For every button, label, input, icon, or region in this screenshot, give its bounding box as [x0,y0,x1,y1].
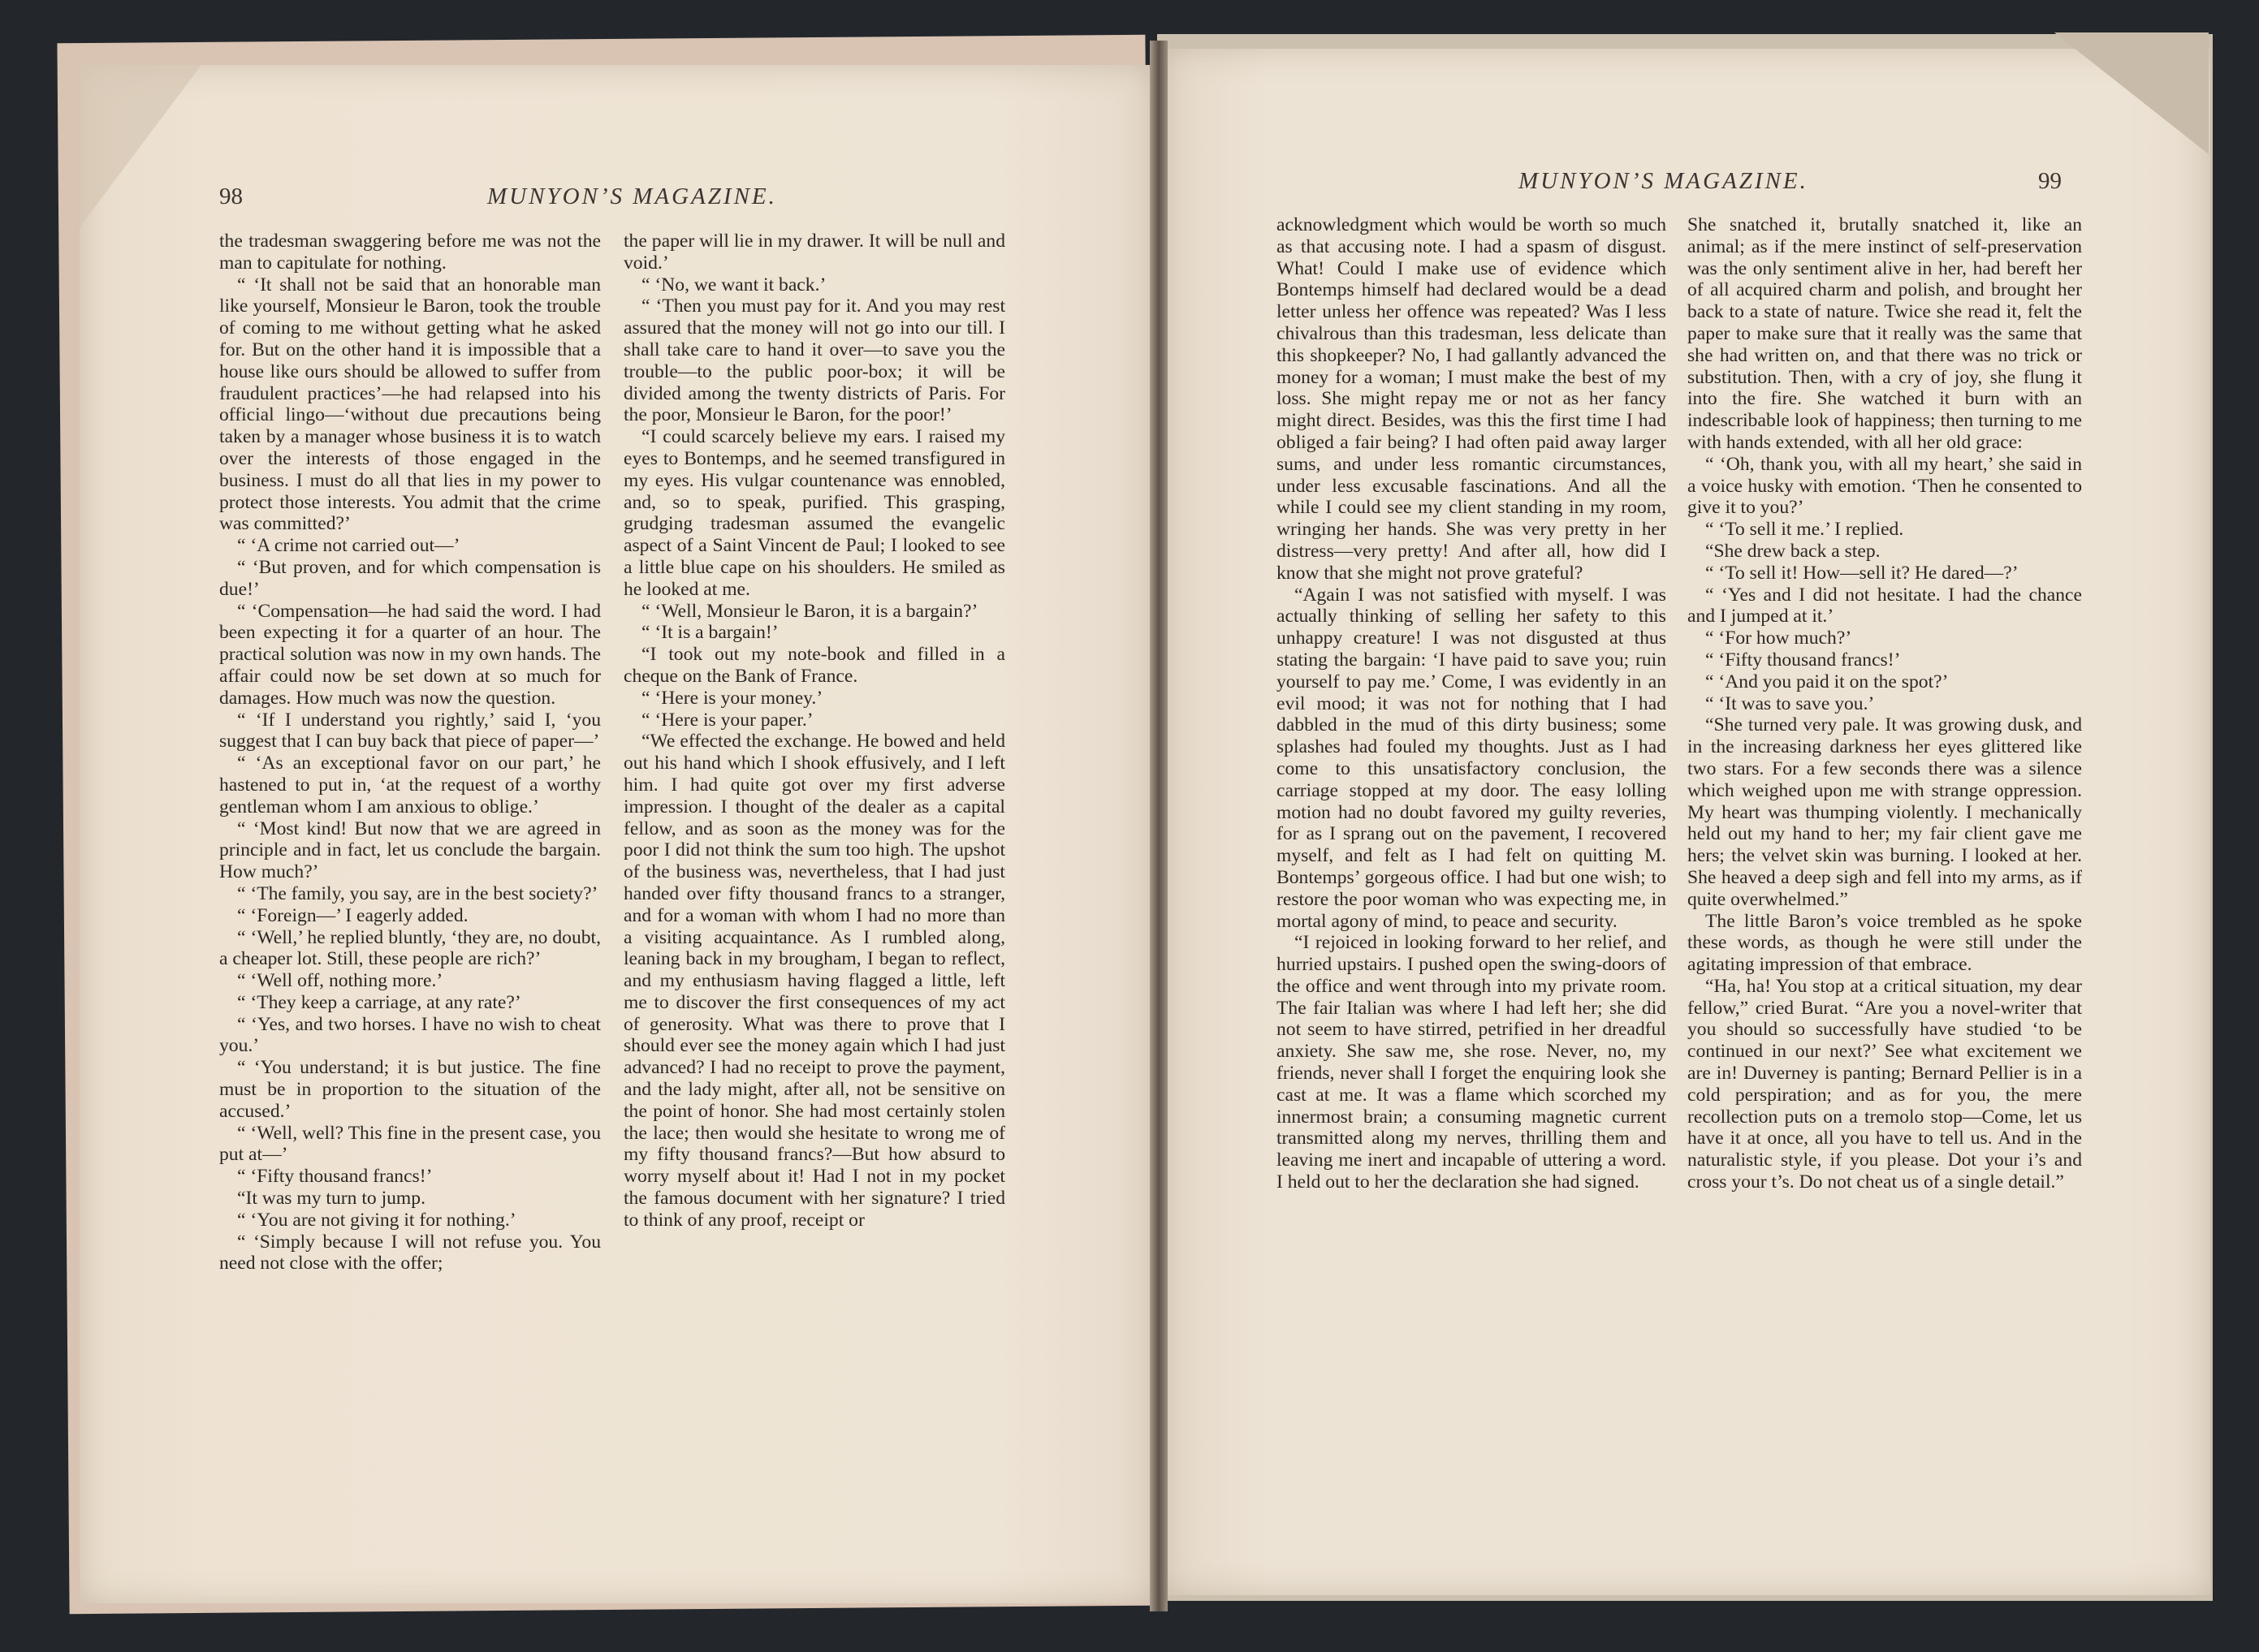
paragraph: “ ‘A crime not carried out—’ [237,535,460,557]
paragraph: “ ‘Most kind! But now that we are agreed in principle and in fact, let us conclude the bargain. How much?’ [219,817,601,883]
paragraph: “ ‘Well,’ he replied bluntly, ‘they are, no doubt, a cheaper lot. Still, these people are rich?’ [219,926,601,970]
paragraph: “ ‘Foreign—’ I eagerly added. [237,904,469,926]
paragraph: “ ‘But proven, and for which compensation is due!’ [219,556,601,600]
right-page-header [1518,165,2103,197]
paragraph: “ ‘Fifty thousand francs!’ [1705,649,1901,671]
paragraph: “ ‘To sell it! How—sell it? He dared—?’ [1705,562,2019,584]
paragraph: “ ‘And you paid it on the spot?’ [1705,671,1949,692]
right-corner-fold [2054,32,2209,154]
paragraph: “ ‘Yes, and two horses. I have no wish to cheat you.’ [219,1013,601,1057]
paragraph: the tradesman swaggering before me was not the man to capitulate for nothing. [219,231,601,274]
paragraph: “I rejoiced in looking forward to her relief, and hurried upstairs. I pushed open the swing-doors of the office and went through into my private room. The fair Italian was where I had left her; she did not seem to have stirred, petrified in her dreadful anxiety. She saw me, she rose. Never, no, my friends, never shall I forget the enquiring look she cast at me. It was a flame which scorched my innermost brain; a consuming magnetic current transmitted along my nerves, thrilling them and leaving me inert and incapable of uttering a word. I held out to her the declaration she had signed. [1276,932,1666,1193]
paragraph: “ ‘Then you must pay for it. And you may rest assured that the money will not go into our till. I shall take care to hand it over—to save you the trouble—to the public poor-box; it will be divided among the twenty districts of Paris. For the poor, Monsieur le Baron, for the poor!’ [624,295,1005,426]
paragraph: “ ‘If I understand you rightly,’ said I, ‘you suggest that I can buy back that piece of paper—’ [219,709,601,753]
paragraph: “Ha, ha! You stop at a critical situation, my dear fellow,” cried Burat. “Are you a novel-writer that you should so successfully have studied ‘to be continued in our next?’ See what excitement we are in! Duverney is panting; Bernard Pellier is in a cold perspiration; and as for you, the mere recollection puts on a tremolo stop—Come, let us have it at once, all you have to tell us. And in the naturalistic style, if you please. Dot your i’s and cross your t’s. Do not cheat us of a single detail.” [1687,975,2082,1193]
paragraph: “ ‘Well, Monsieur le Baron, it is a bargain?’ [641,600,978,622]
paragraph: “ ‘Compensation—he had said the word. I had been expecting it for a quarter of an hour. The practical solution was now in my own hands. The affair could now be set down at so much for damages. How much was now the question. [219,600,601,709]
page-number: 98 [219,183,243,209]
paragraph: “ ‘It was to save you.’ [1705,692,1875,714]
paragraph: “ ‘For how much?’ [1705,628,1852,649]
paragraph: “ ‘The family, you say, are in the best society?’ [237,882,598,904]
paragraph: The little Baron’s voice trembled as he spoke these words, as though he were still under the agitating impression of that embrace. [1687,910,2082,976]
paragraph: “ ‘It is a bargain!’ [641,622,779,644]
paragraph: “ ‘You understand; it is but justice. The fine must be in proportion to the situation of the accused.’ [219,1057,601,1122]
left-corner-fold [80,65,201,227]
running-title: MUNYON’S MAGAZINE. [1518,168,1808,194]
paragraph: “ ‘It shall not be said that an honorable man like yourself, Monsieur le Baron, took the trouble of coming to me without getting what he asked for. But on the other hand it is impossible that a house like ours should be allowed to suffer from fraudulent practices’—he had relapsed into his official lingo—‘without due precautions being taken by a manager whose business it is to watch over the interests of those engaged in the business. I must do all that lies in my power to protect those interests. You admit that the crime was committed?’ [219,274,601,535]
left-page-column-2 [624,231,1005,1521]
paragraph: “ ‘As an exceptional favor on our part,’ he hastened to put in, ‘at the request of a worthy gentleman whom I am anxious to oblige.’ [219,753,601,817]
paragraph: “She drew back a step. [1705,540,1881,562]
paragraph: the paper will lie in my drawer. It will be null and void.’ [624,231,1005,274]
paragraph: “I could scarcely believe my ears. I raised my eyes to Bontemps, and he seemed transfigured in my eyes. His vulgar countenance was ennobled, and, so to speak, purified. This grasping, grudging tradesman assumed the evangelic aspect of a Saint Vincent de Paul; I looked to see a little blue cape on his shoulders. He smiled as he looked at me. [624,426,1005,600]
paragraph: “Again I was not satisfied with myself. I was actually thinking of selling her safety to this unhappy creature! I was not disgusted at thus stating the bargain: ‘I have paid to save you; ruin yourself to pay me.’ Come, I was evidently in an evil mood; it was not for nothing that I had dabbled in the mud of this dirty business; some splashes had fouled my thoughts. Just as I had come to this unsatisfactory conclusion, the carriage stopped at my door. The easy lolling motion had no doubt favored my guilty reveries, for as I sprang out on the pavement, I recovered myself, and felt as I had felt on quitting M. Bontemps’ gorgeous office. I had but one wish; to restore the poor woman who was expecting me, in mortal agony of mind, to peace and security. [1276,584,1666,932]
paragraph: “ ‘Here is your money.’ [641,687,823,709]
paragraph: She snatched it, brutally snatched it, like an animal; as if the mere instinct of self-preservation was the only sentiment alive in her, had bereft her of all acquired charm and polish, and brought her back to a state of nature. Twice she read it, felt the paper to make sure that it really was the same that she had written on, and that there was no trick or substitution. Then, with a cry of joy, she flung it into the fire. She watched it burn with an indescribable look of happiness; then turning to me with hands extended, with all her old grace: [1687,214,2082,453]
paragraph: “We effected the exchange. He bowed and held out his hand which I shook effusively, and I left him. I had quite got over my first adverse impression. I thought of the dealer as a capital fellow, and as soon as the money was for the poor I did not think the sum too high. The upshot of the business was, nevertheless, that I had just handed over fifty thousand francs to a stranger, and for a woman with whom I had no more than a visiting acquaintance. As I rumbled along, leaning back in my brougham, I began to reflect, and my enthusiasm having flagged a little, left me to discover the first consequences of my act of generosity. What was there to prove that I should ever see the money again which I had just advanced? I had no receipt to prove the payment, and the lady might, after all, not be sensitive on the point of honor. She had most certainly stolen the lace; then would she hesitate to wrong me of my fifty thousand francs?—But how absurd to worry myself about it! Had I not in my pocket the famous document with her signature? I tried to think of any proof, receipt or [624,731,1005,1231]
right-page-column-1 [1276,214,1666,1456]
left-page-header [219,180,1145,213]
right-page-column-2 [1687,214,2082,1456]
paragraph: “ ‘Fifty thousand francs!’ [237,1166,433,1188]
running-title: MUNYON’S MAGAZINE. [487,183,777,209]
paragraph: “ ‘To sell it me.’ I replied. [1705,519,1904,541]
book-gutter [1150,41,1168,1611]
paragraph: “I took out my note-book and filled in a cheque on the Bank of France. [624,644,1005,687]
paragraph: “It was my turn to jump. [237,1188,425,1210]
paragraph: “ ‘You are not giving it for nothing.’ [237,1209,516,1231]
paragraph: “ ‘Well, well? This fine in the present case, you put at—’ [219,1122,601,1166]
paragraph: “ ‘Simply because I will not refuse you. You need not close with the offer; [219,1231,601,1275]
paragraph: “ ‘No, we want it back.’ [641,274,827,295]
paragraph: acknowledgment which would be worth so much as that accusing note. I had a spasm of disgust. What! Could I make use of evidence which Bontemps himself had declared would be a dead letter unless her offence was repeated? Was I less chivalrous than this tradesman, less delicate than this shopkeeper? No, I had gallantly advanced the money for a woman; I must make the best of my loss. She might repay me or not as her fancy might direct. Besides, was this the first time I had obliged a fair being? I had often paid away larger sums, and under less romantic circumstances, under less excusable fascinations. And all the while I could see my client standing in my room, wringing her hands. She was very pretty in her distress—very pretty! And after all, how did I know that she might not prove grateful? [1276,214,1666,584]
paragraph: “ ‘Oh, thank you, with all my heart,’ she said in a voice husky with emotion. ‘Then he consented to give it to you?’ [1687,453,2082,519]
paragraph: “ ‘Well off, nothing more.’ [237,970,443,992]
left-page-column-1 [219,231,601,1500]
page-number: 99 [2038,168,2062,194]
paragraph: “ ‘They keep a carriage, at any rate?’ [237,991,521,1013]
paragraph: “ ‘Here is your paper.’ [641,709,814,731]
paragraph: “She turned very pale. It was growing dusk, and in the increasing darkness her eyes glittered like two stars. For a few seconds there was a silence which weighed upon me with strange oppression. My heart was thumping violently. I mechanically held out my hand to her; my fair client gave me hers; the velvet skin was burning. I looked at her. She heaved a deep sigh and fell into my arms, as if quite overwhelmed.” [1687,714,2082,910]
paragraph: “ ‘Yes and I did not hesitate. I had the chance and I jumped at it.’ [1687,584,2082,628]
